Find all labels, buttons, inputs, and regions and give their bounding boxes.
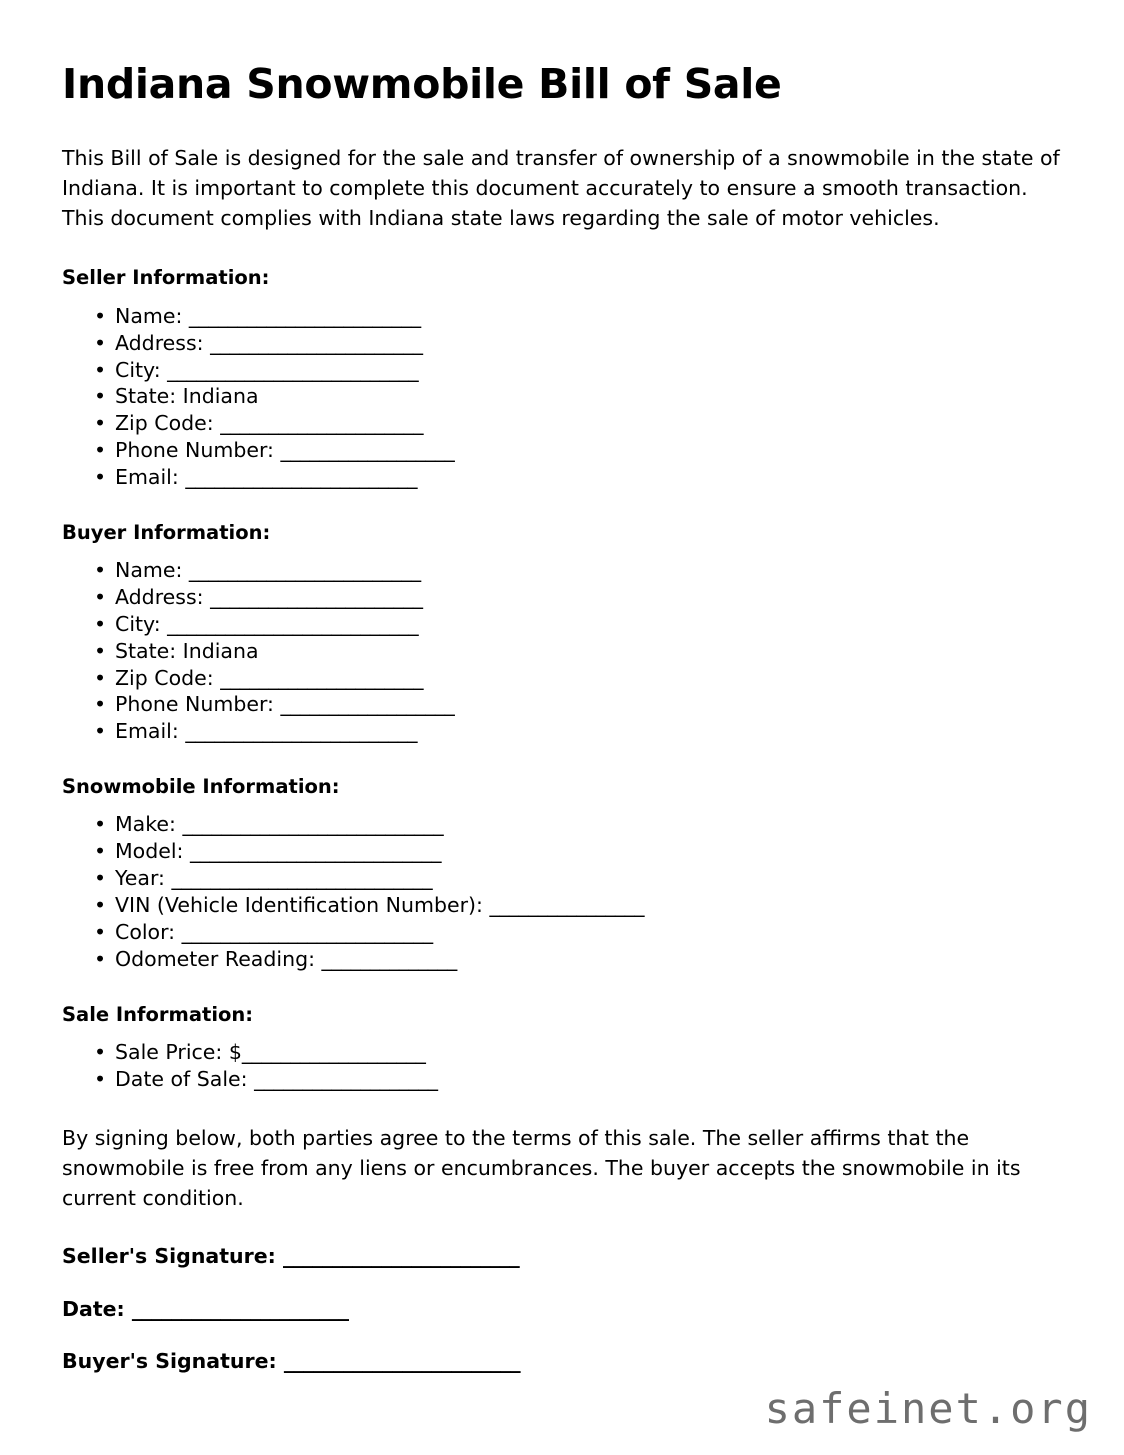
- field-make: [62, 811, 1062, 838]
- field-blank[interactable]: _____________________: [220, 411, 423, 436]
- field-seller-name: [62, 303, 1062, 330]
- field-buyer-phone: [62, 691, 1062, 718]
- field-blank[interactable]: __________________: [280, 438, 455, 463]
- field-label: Name:: [115, 558, 189, 583]
- field-label: Zip Code:: [115, 665, 221, 690]
- snowmobile-section-heading: Snowmobile Information:: [62, 775, 340, 799]
- buyer-section-heading: Buyer Information:: [62, 520, 271, 544]
- field-blank[interactable]: ________________: [489, 892, 644, 917]
- field-date-of-sale: [62, 1066, 1062, 1093]
- field-label: Phone Number:: [115, 692, 281, 717]
- field-blank[interactable]: ___________________: [241, 1039, 426, 1064]
- spacer: [62, 745, 1062, 775]
- field-buyer-email: [62, 718, 1062, 745]
- field-label: Color:: [115, 919, 182, 944]
- field-label: Sale Price: $: [115, 1039, 242, 1064]
- field-vin: [62, 892, 1062, 919]
- buyer-signature-line: [62, 1348, 1062, 1375]
- field-blank[interactable]: ___________________: [254, 1066, 438, 1091]
- field-blank[interactable]: ______________________: [210, 330, 423, 355]
- field-label: Address:: [115, 585, 211, 609]
- field-label: State: Indiana: [115, 638, 259, 663]
- signature-block: [62, 1243, 1062, 1375]
- snowmobile-fields-list: [62, 811, 1062, 972]
- field-label: Email:: [115, 719, 186, 744]
- field-buyer-zip: [62, 665, 1062, 692]
- buyer-signature-label: Buyer's Signature:: [62, 1349, 284, 1374]
- field-blank[interactable]: ___________________________: [182, 812, 443, 837]
- field-seller-state: [62, 383, 1062, 410]
- spacer: [62, 798, 1062, 811]
- seller-signature-blank[interactable]: ________________________: [283, 1243, 520, 1268]
- field-label: City:: [115, 357, 168, 382]
- sale-fields-list: [62, 1039, 1062, 1093]
- spacer: [62, 1026, 1062, 1039]
- field-seller-city: [62, 357, 1062, 384]
- field-blank[interactable]: __________________: [280, 692, 455, 717]
- field-buyer-name: [62, 557, 1062, 584]
- field-blank[interactable]: __________________________: [167, 357, 419, 382]
- seller-fields-list: [62, 303, 1062, 491]
- spacer: [62, 1093, 1062, 1123]
- date-blank[interactable]: ______________________: [131, 1296, 349, 1321]
- field-label: Date of Sale:: [115, 1066, 255, 1091]
- field-label: Model:: [115, 839, 190, 864]
- date-line: [62, 1296, 1062, 1323]
- closing-paragraph: By signing below, both parties agree to the terms of this sale. The seller affirms that the snowmobile is free from any liens or encumbrances. The buyer accepts the snowmobile in its current condition.: [62, 1125, 1021, 1210]
- spacer: [62, 233, 1062, 266]
- field-odometer: [62, 946, 1062, 973]
- field-color: [62, 919, 1062, 946]
- field-seller-zip: [62, 410, 1062, 437]
- seller-section-heading: Seller Information:: [62, 266, 270, 290]
- field-blank[interactable]: _____________________: [220, 665, 423, 690]
- field-blank[interactable]: __________________________: [189, 839, 441, 864]
- field-blank[interactable]: ______________________: [210, 585, 423, 609]
- field-year: [62, 865, 1062, 892]
- field-buyer-address: [62, 584, 1062, 611]
- seller-signature-label: Seller's Signature:: [62, 1243, 283, 1268]
- buyer-signature-blank[interactable]: ________________________: [283, 1349, 521, 1374]
- date-label: Date:: [62, 1296, 132, 1321]
- field-label: Phone Number:: [115, 438, 281, 463]
- field-label: Email:: [115, 464, 186, 489]
- field-label: City:: [115, 611, 168, 636]
- field-blank[interactable]: ___________________________: [171, 866, 433, 891]
- field-label: Year:: [115, 866, 172, 891]
- field-label: Address:: [115, 330, 211, 355]
- spacer: [62, 290, 1062, 303]
- buyer-fields-list: [62, 557, 1062, 745]
- site-watermark: safeinet.org: [764, 1384, 1092, 1433]
- field-blank[interactable]: ________________________: [188, 303, 421, 328]
- spacer: [62, 973, 1062, 1003]
- seller-signature-line: [62, 1243, 1062, 1270]
- field-label: Zip Code:: [115, 411, 221, 436]
- field-label: Name:: [115, 303, 189, 328]
- spacer: [62, 491, 1062, 521]
- field-blank[interactable]: __________________________: [181, 919, 433, 944]
- field-label: VIN (Vehicle Identification Number):: [115, 892, 490, 917]
- document-body: [62, 62, 1062, 1375]
- field-label: State: Indiana: [115, 384, 259, 409]
- field-blank[interactable]: __________________________: [167, 611, 419, 636]
- field-sale-price: [62, 1039, 1062, 1066]
- field-seller-email: [62, 464, 1062, 491]
- field-seller-phone: [62, 437, 1062, 464]
- field-blank[interactable]: ______________: [321, 946, 457, 971]
- field-seller-address: [62, 330, 1062, 357]
- field-buyer-city: [62, 611, 1062, 638]
- field-blank[interactable]: ________________________: [185, 464, 417, 489]
- field-label: Odometer Reading:: [115, 946, 322, 971]
- page-title: Indiana Snowmobile Bill of Sale: [62, 60, 782, 108]
- intro-paragraph: This Bill of Sale is designed for the sale and transfer of ownership of a snowmobile in the state of Indiana. It is important to complete this document accurately to ensure a smooth transaction. This document complies with Indiana state laws regarding the sale of motor vehicles.: [62, 146, 1060, 231]
- field-label: Make:: [115, 812, 183, 837]
- field-buyer-state: [62, 638, 1062, 665]
- sale-section-heading: Sale Information:: [62, 1002, 254, 1026]
- spacer: [62, 544, 1062, 557]
- field-model: [62, 838, 1062, 865]
- field-blank[interactable]: ________________________: [185, 719, 417, 744]
- field-blank[interactable]: ________________________: [188, 558, 421, 583]
